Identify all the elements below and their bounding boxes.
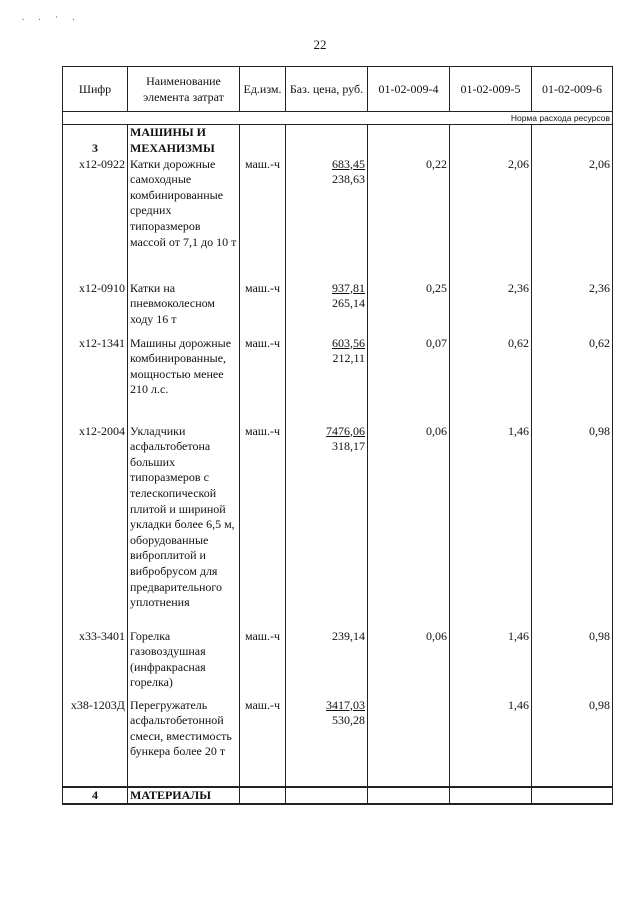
norm-01-02-009-6: 0,98 <box>532 424 613 629</box>
resource-price: 937,81 <box>332 280 365 295</box>
norm-01-02-009-5: 2,06 <box>450 157 532 281</box>
resource-name: Катки на пневмоколесном ходу 16 т <box>128 281 240 336</box>
resource-name: Перегружатель асфальтобетонной смеси, вместимость бункера более 20 т <box>128 698 240 787</box>
resource-price: 7476,06 <box>326 423 365 438</box>
table-row <box>63 629 613 698</box>
resource-unit: маш.-ч <box>240 336 286 424</box>
norm-caption: Норма расхода ресурсов <box>510 113 610 123</box>
norm-01-02-009-4: 0,22 <box>368 157 450 281</box>
resource-price-labor: 318,17 <box>332 439 365 454</box>
resource-name: Катки дорожные самоходные комбинированные средних типоразмеров массой от 7,1 до 10 т <box>128 157 240 281</box>
table-row <box>63 698 613 787</box>
norm-01-02-009-4: 0,25 <box>368 281 450 336</box>
resource-price: 239,14 <box>332 628 365 643</box>
header-price: Баз. цена, руб. <box>286 67 368 112</box>
norm-01-02-009-5: 1,46 <box>450 629 532 698</box>
header-col-01-02-009-6: 01-02-009-6 <box>532 67 613 112</box>
resource-name: Горелка газовоздушная (инфракрасная горелка) <box>128 629 240 698</box>
norm-01-02-009-6: 0,98 <box>532 698 613 787</box>
resource-code: х12-0922 <box>63 157 128 281</box>
resource-name: Укладчики асфальтобетона больших типоразмеров с телескопической плитой и шириной укладки более 6,5 м, оборудованные виброплитой и вибробрусом для предварительного уплотнения <box>128 424 240 629</box>
section-4-title: МАТЕРИАЛЫ <box>128 787 240 805</box>
table-header-row <box>63 67 613 112</box>
resource-unit: маш.-ч <box>240 281 286 336</box>
resource-code: х12-0910 <box>63 281 128 336</box>
resource-unit: маш.-ч <box>240 629 286 698</box>
resource-price-labor: 530,28 <box>332 713 365 728</box>
section-3-title: МАШИНЫ И МЕХАНИЗМЫ <box>130 125 215 155</box>
section-4-row <box>63 787 613 805</box>
header-unit: Ед.изм. <box>240 67 286 112</box>
header-code: Шифр <box>63 67 128 112</box>
norm-01-02-009-6: 0,98 <box>532 629 613 698</box>
resource-unit: маш.-ч <box>240 424 286 629</box>
norm-caption-row <box>63 112 613 125</box>
section-4-number: 4 <box>63 787 128 805</box>
resource-code: х12-2004 <box>63 424 128 629</box>
norm-01-02-009-6: 0,62 <box>532 336 613 424</box>
norm-01-02-009-4: 0,07 <box>368 336 450 424</box>
page-number: 22 <box>313 37 327 52</box>
resource-code: х38-1203Д <box>63 698 128 787</box>
resource-price: 603,56 <box>332 335 365 350</box>
norm-01-02-009-6: 2,36 <box>532 281 613 336</box>
norm-01-02-009-5: 1,46 <box>450 698 532 787</box>
norm-01-02-009-5: 1,46 <box>450 424 532 629</box>
table-row <box>63 424 613 629</box>
header-col-01-02-009-5: 01-02-009-5 <box>450 67 532 112</box>
resource-price-labor: 265,14 <box>332 296 365 311</box>
header-col-01-02-009-4: 01-02-009-4 <box>368 67 450 112</box>
resource-price: 3417,03 <box>326 697 365 712</box>
resource-code: х12-1341 <box>63 336 128 424</box>
section-3-row <box>63 125 613 157</box>
norm-01-02-009-4: 0,06 <box>368 629 450 698</box>
norm-01-02-009-5: 2,36 <box>450 281 532 336</box>
norm-01-02-009-4: 0,06 <box>368 424 450 629</box>
resource-price-labor: 212,11 <box>332 351 365 366</box>
resource-name: Машины дорожные комбинированные, мощностью менее 210 л.с. <box>128 336 240 424</box>
table-row <box>63 157 613 281</box>
resource-price: 683,45 <box>332 156 365 171</box>
table-row <box>63 281 613 336</box>
header-name: Наименование элемента затрат <box>128 67 240 112</box>
resource-price-labor: 238,63 <box>332 172 365 187</box>
norm-01-02-009-4 <box>368 698 450 787</box>
section-3-number: 3 <box>92 141 98 155</box>
norm-01-02-009-6: 2,06 <box>532 157 613 281</box>
scan-specks: . . · . <box>22 12 81 22</box>
resource-norms-table <box>62 66 613 805</box>
norm-01-02-009-5: 0,62 <box>450 336 532 424</box>
resource-code: х33-3401 <box>63 629 128 698</box>
resource-unit: маш.-ч <box>240 698 286 787</box>
resource-unit: маш.-ч <box>240 157 286 281</box>
table-row <box>63 336 613 424</box>
